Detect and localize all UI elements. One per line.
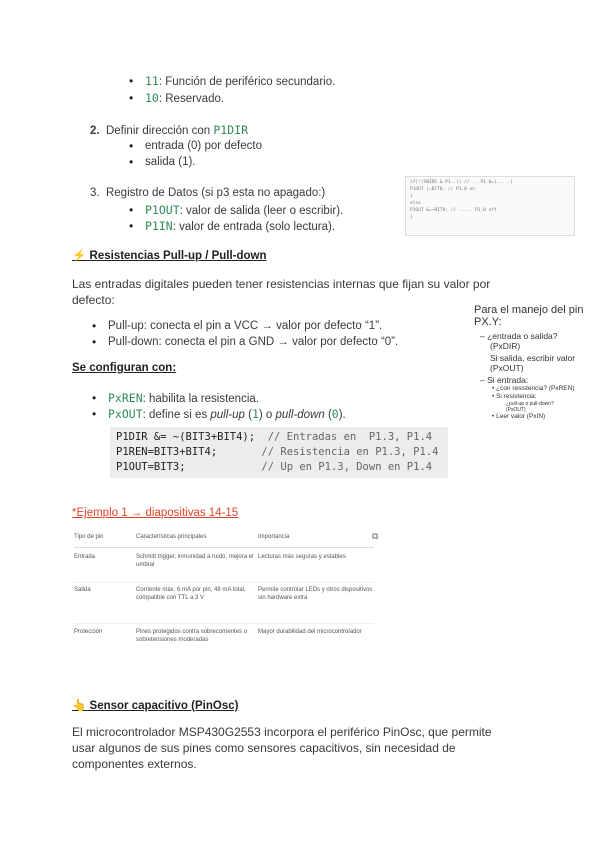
table-divider: [74, 582, 374, 583]
list-item: • 11: Función de periférico secundario.: [145, 73, 335, 90]
lightning-icon: ⚡: [72, 250, 87, 262]
section-heading-pullup: ⚡ Resistencias Pull-up / Pull-down: [72, 250, 267, 262]
table-row: Protección Pines protegidos contra sobrecorrientes o sobretensiones moderadas Mayor durabilidad del microcontrolador: [74, 629, 362, 643]
table-divider: [74, 547, 374, 548]
list-item: • PxREN: habilita la resistencia.: [108, 390, 259, 407]
list-item: • entrada (0) por defecto: [145, 138, 262, 154]
table-header: Características principales: [136, 534, 207, 540]
list-item: • Pull-down: conecta el pin a GND → valor por defecto “0”.: [108, 334, 398, 350]
step-3: 3. Registro de Datos (si p3 esta no apagado:): [90, 187, 326, 199]
code-line: P1DIR &= ~(BIT3+BIT4); // Entradas en P1.3, P1.4: [116, 431, 433, 443]
code-line: P1OUT=BIT3; // Up en P1.3, Down en P1.4: [116, 461, 433, 473]
side-note: Para el manejo del pin PX.Y: – ¿entrada o salida? (PxDIR) Si salida, escribir valor (PxOUT) – Si entrada: • ¿con resistencia? (PxREN) • Si resistencia: ¿pull-up o pull-down? (PxOUT) • Leer valor (PxIN): [474, 304, 584, 420]
table-divider: [74, 623, 374, 624]
table-row: Entrada Schmitt trigger, inmunidad a ruido, mejora el umbral Lecturas más seguras y estables: [74, 554, 346, 568]
example-link[interactable]: *Ejemplo 1 → diapositivas 14-15: [72, 507, 239, 519]
list-item: • Pull-up: conecta el pin a VCC → valor por defecto “1”.: [108, 318, 382, 334]
table-header: Tipo de pin: [74, 534, 104, 540]
list-item: • 10: Reservado.: [145, 90, 224, 107]
code-thumbnail-image: if(!(SWIRE & P1..)) // .. P1 0=(.....) P1OUT |=BIT0; // P1.0 on } else P1OUT &=~BIT0; // ..... P1.0 off }: [405, 176, 575, 236]
pin-table: [74, 533, 384, 658]
table-row: Salida Corriente máx. 6 mA por pin, 48 mA total, compatible con TTL a 3 V Permite controlar LEDs y otros dispositivos sin hardware extra: [74, 587, 373, 601]
step-2: 2. Definir dirección con P1DIR: [90, 123, 248, 137]
code-block: [110, 427, 448, 478]
section-heading-sensor: 👆 Sensor capacitivo (PinOsc): [72, 700, 239, 712]
code-inline: 11: [145, 74, 159, 88]
section-subheading: Se configuran con:: [72, 362, 177, 374]
code-inline: 10: [145, 91, 159, 105]
list-item: • salida (1).: [145, 154, 196, 170]
copy-icon[interactable]: ⧉: [372, 531, 379, 541]
list-item: • P1OUT: valor de salida (leer o escribir).: [145, 202, 343, 219]
code-line: P1REN=BIT3+BIT4; // Resistencia en P1.3, P1.4: [116, 446, 439, 458]
paragraph: El microcontrolador MSP430G2553 incorpora el periférico PinOsc, que permite usar algunos de sus pines como sensores capacitivos, sin necesidad de componentes externos.: [72, 725, 492, 771]
list-item: • PxOUT: define si es pull-up (1) o pull-down (0).: [108, 406, 346, 423]
pointing-hand-icon: 👆: [72, 700, 87, 712]
list-item: • P1IN: valor de entrada (solo lectura).: [145, 218, 335, 235]
table-header: Importancia: [258, 534, 290, 540]
paragraph: Las entradas digitales pueden tener resistencias internas que fijan su valor por defecto:: [72, 277, 491, 307]
